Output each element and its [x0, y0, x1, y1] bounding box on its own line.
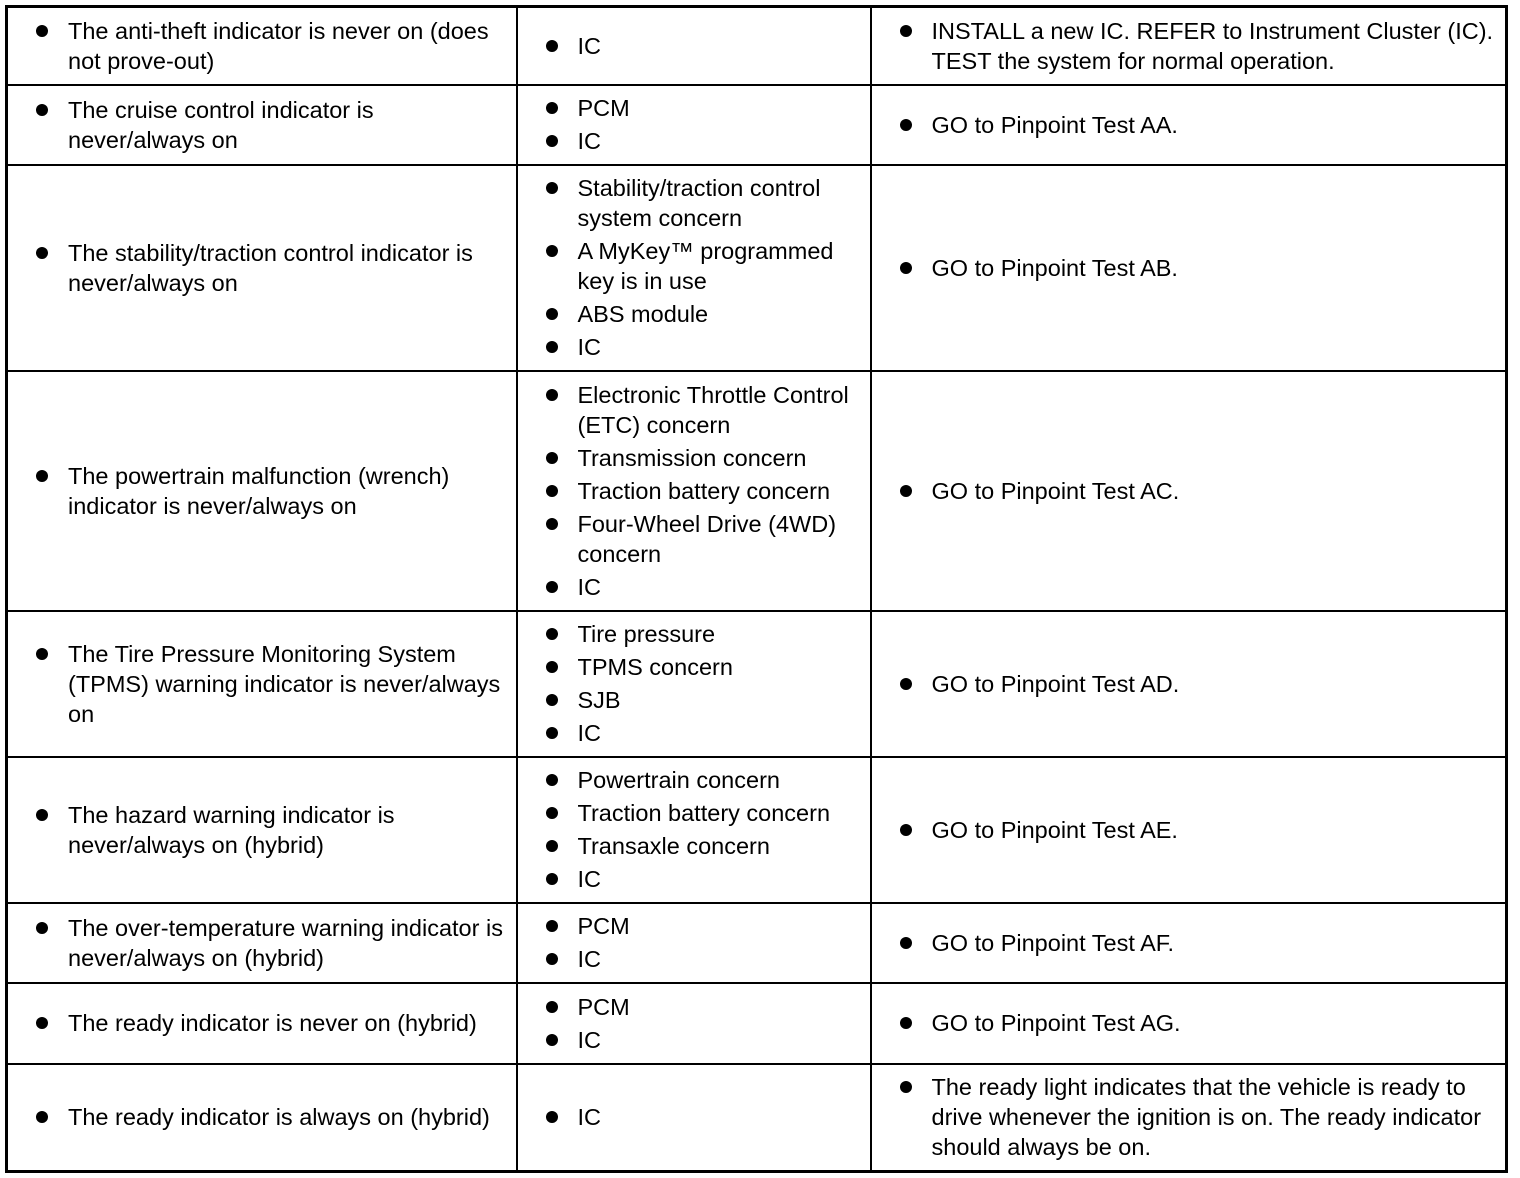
bullet-icon: [900, 485, 912, 497]
condition-text: The anti-theft indicator is never on (does not prove-out): [68, 17, 489, 74]
source-text: SJB: [577, 687, 621, 713]
list-item: [542, 572, 864, 602]
source-text: PCM: [577, 993, 630, 1020]
bullet-icon: [900, 824, 912, 836]
source-cell: [517, 7, 871, 85]
list-item: [896, 16, 1500, 76]
bullet-icon: [900, 1081, 912, 1093]
bullet-icon: [546, 485, 558, 497]
list-item: [896, 253, 1500, 283]
bullet-icon: [36, 809, 48, 821]
list-item: [896, 476, 1500, 506]
source-text: Electronic Throttle Control (ETC) concern: [577, 381, 849, 438]
list-item: [542, 126, 864, 156]
action-text: GO to Pinpoint Test AF.: [931, 929, 1175, 956]
bullet-icon: [546, 182, 558, 194]
condition-text: The stability/traction control indicator is never/always on: [68, 239, 473, 296]
bullet-icon: [546, 1034, 558, 1046]
source-text: IC: [577, 32, 601, 59]
action-cell: [871, 903, 1507, 983]
bullet-icon: [546, 518, 558, 530]
bullet-icon: [900, 119, 912, 131]
source-text: Stability/traction control system concern: [577, 175, 821, 231]
source-text: Traction battery concern: [577, 477, 831, 504]
condition-cell: [7, 371, 517, 611]
list-item: [542, 1102, 864, 1132]
list-item: [32, 913, 510, 973]
bullet-icon: [36, 25, 48, 37]
symptom-chart-body: [7, 7, 1507, 1172]
bullet-icon: [900, 937, 912, 949]
bullet-icon: [36, 247, 48, 259]
condition-cell: [7, 757, 517, 903]
list-item: [542, 911, 864, 941]
action-text: The ready light indicates that the vehicle is ready to drive whenever the ignition is on. The ready indicator should always be on.: [931, 1074, 1482, 1161]
source-text: Four-Wheel Drive (4WD) concern: [577, 510, 837, 567]
list-item: [896, 928, 1500, 958]
condition-text: The hazard warning indicator is never/always on (hybrid): [68, 801, 395, 858]
action-text: GO to Pinpoint Test AC.: [931, 477, 1180, 504]
list-item: [896, 1008, 1500, 1038]
bullet-icon: [546, 840, 558, 852]
bullet-icon: [900, 262, 912, 274]
source-cell: [517, 1064, 871, 1172]
bullet-icon: [546, 694, 558, 706]
bullet-icon: [36, 648, 48, 660]
bullet-icon: [546, 727, 558, 739]
source-text: PCM: [577, 913, 630, 939]
source-text: IC: [577, 128, 601, 154]
list-item: [896, 669, 1500, 699]
list-item: [542, 1025, 864, 1055]
condition-cell: [7, 85, 517, 165]
bullet-icon: [900, 1017, 912, 1029]
action-cell: [871, 371, 1507, 611]
bullet-icon: [36, 104, 48, 116]
bullet-icon: [36, 922, 48, 934]
list-item: [542, 443, 864, 473]
bullet-icon: [546, 920, 558, 932]
list-item: [32, 238, 510, 298]
source-text: IC: [577, 946, 601, 972]
list-item: [542, 992, 864, 1022]
bullet-icon: [546, 40, 558, 52]
source-cell: [517, 757, 871, 903]
source-text: Traction battery concern: [577, 800, 831, 826]
list-item: [542, 685, 864, 715]
source-text: TPMS concern: [577, 654, 733, 680]
list-item: [542, 380, 864, 440]
action-cell: [871, 1064, 1507, 1172]
source-text: Tire pressure: [577, 621, 716, 647]
condition-cell: [7, 611, 517, 757]
bullet-icon: [36, 470, 48, 482]
condition-text: The powertrain malfunction (wrench) indicator is never/always on: [68, 462, 450, 519]
table-row: [7, 903, 1507, 983]
source-text: PCM: [577, 95, 630, 121]
source-text: IC: [577, 1026, 601, 1053]
condition-text: The cruise control indicator is never/always on: [68, 96, 374, 153]
list-item: [32, 461, 510, 521]
source-cell: [517, 983, 871, 1064]
list-item: [542, 299, 864, 329]
bullet-icon: [546, 807, 558, 819]
bullet-icon: [546, 628, 558, 640]
table-row: [7, 1064, 1507, 1172]
source-text: IC: [577, 720, 601, 746]
action-text: INSTALL a new IC. REFER to Instrument Cluster (IC). TEST the system for normal operation.: [931, 17, 1494, 74]
list-item: [896, 110, 1500, 140]
source-text: ABS module: [577, 301, 709, 327]
bullet-icon: [546, 308, 558, 320]
list-item: [542, 831, 864, 861]
list-item: [542, 798, 864, 828]
condition-cell: [7, 7, 517, 85]
source-cell: [517, 85, 871, 165]
condition-cell: [7, 983, 517, 1064]
source-text: Powertrain concern: [577, 767, 780, 793]
list-item: [542, 93, 864, 123]
list-item: [32, 639, 510, 729]
bullet-icon: [36, 1111, 48, 1123]
bullet-icon: [900, 678, 912, 690]
list-item: [542, 31, 864, 61]
source-text: Transmission concern: [577, 444, 807, 471]
source-text: Transaxle concern: [577, 833, 770, 859]
list-item: [896, 1072, 1500, 1162]
source-cell: [517, 371, 871, 611]
action-cell: [871, 611, 1507, 757]
list-item: [32, 1102, 510, 1132]
list-item: [542, 236, 864, 296]
bullet-icon: [546, 774, 558, 786]
condition-text: The over-temperature warning indicator is never/always on (hybrid): [68, 914, 503, 971]
source-cell: [517, 903, 871, 983]
table-row: [7, 371, 1507, 611]
list-item: [542, 944, 864, 974]
bullet-icon: [546, 581, 558, 593]
list-item: [32, 95, 510, 155]
action-cell: [871, 983, 1507, 1064]
action-text: GO to Pinpoint Test AB.: [931, 254, 1178, 281]
table-row: [7, 611, 1507, 757]
source-text: IC: [577, 1104, 601, 1131]
list-item: [32, 16, 510, 76]
source-text: A MyKey™ programmed key is in use: [577, 238, 834, 294]
source-cell: [517, 165, 871, 371]
bullet-icon: [546, 1001, 558, 1013]
action-cell: [871, 7, 1507, 85]
bullet-icon: [546, 1111, 558, 1123]
list-item: [896, 815, 1500, 845]
bullet-icon: [546, 953, 558, 965]
action-cell: [871, 757, 1507, 903]
bullet-icon: [36, 1017, 48, 1029]
bullet-icon: [546, 341, 558, 353]
source-text: IC: [577, 573, 601, 600]
table-row: [7, 7, 1507, 85]
list-item: [542, 718, 864, 748]
condition-text: The ready indicator is never on (hybrid): [68, 1010, 477, 1036]
action-cell: [871, 165, 1507, 371]
condition-text: The ready indicator is always on (hybrid): [68, 1104, 490, 1131]
action-text: GO to Pinpoint Test AE.: [931, 816, 1178, 843]
symptom-chart-table: [5, 5, 1508, 1173]
list-item: [542, 332, 864, 362]
bullet-icon: [546, 245, 558, 257]
action-text: GO to Pinpoint Test AD.: [931, 670, 1180, 697]
bullet-icon: [546, 873, 558, 885]
list-item: [542, 173, 864, 233]
bullet-icon: [546, 452, 558, 464]
list-item: [542, 864, 864, 894]
action-cell: [871, 85, 1507, 165]
bullet-icon: [546, 102, 558, 114]
source-cell: [517, 611, 871, 757]
list-item: [32, 800, 510, 860]
bullet-icon: [546, 135, 558, 147]
action-text: GO to Pinpoint Test AA.: [931, 111, 1178, 138]
table-row: [7, 85, 1507, 165]
list-item: [542, 509, 864, 569]
action-text: GO to Pinpoint Test AG.: [931, 1010, 1181, 1036]
table-row: [7, 165, 1507, 371]
bullet-icon: [546, 661, 558, 673]
table-row: [7, 983, 1507, 1064]
condition-cell: [7, 165, 517, 371]
bullet-icon: [900, 25, 912, 37]
list-item: [542, 476, 864, 506]
list-item: [32, 1008, 510, 1038]
bullet-icon: [546, 389, 558, 401]
condition-cell: [7, 1064, 517, 1172]
condition-cell: [7, 903, 517, 983]
condition-text: The Tire Pressure Monitoring System (TPMS) warning indicator is never/always on: [68, 640, 501, 727]
list-item: [542, 765, 864, 795]
list-item: [542, 619, 864, 649]
source-text: IC: [577, 334, 601, 360]
table-row: [7, 757, 1507, 903]
source-text: IC: [577, 866, 601, 892]
list-item: [542, 652, 864, 682]
